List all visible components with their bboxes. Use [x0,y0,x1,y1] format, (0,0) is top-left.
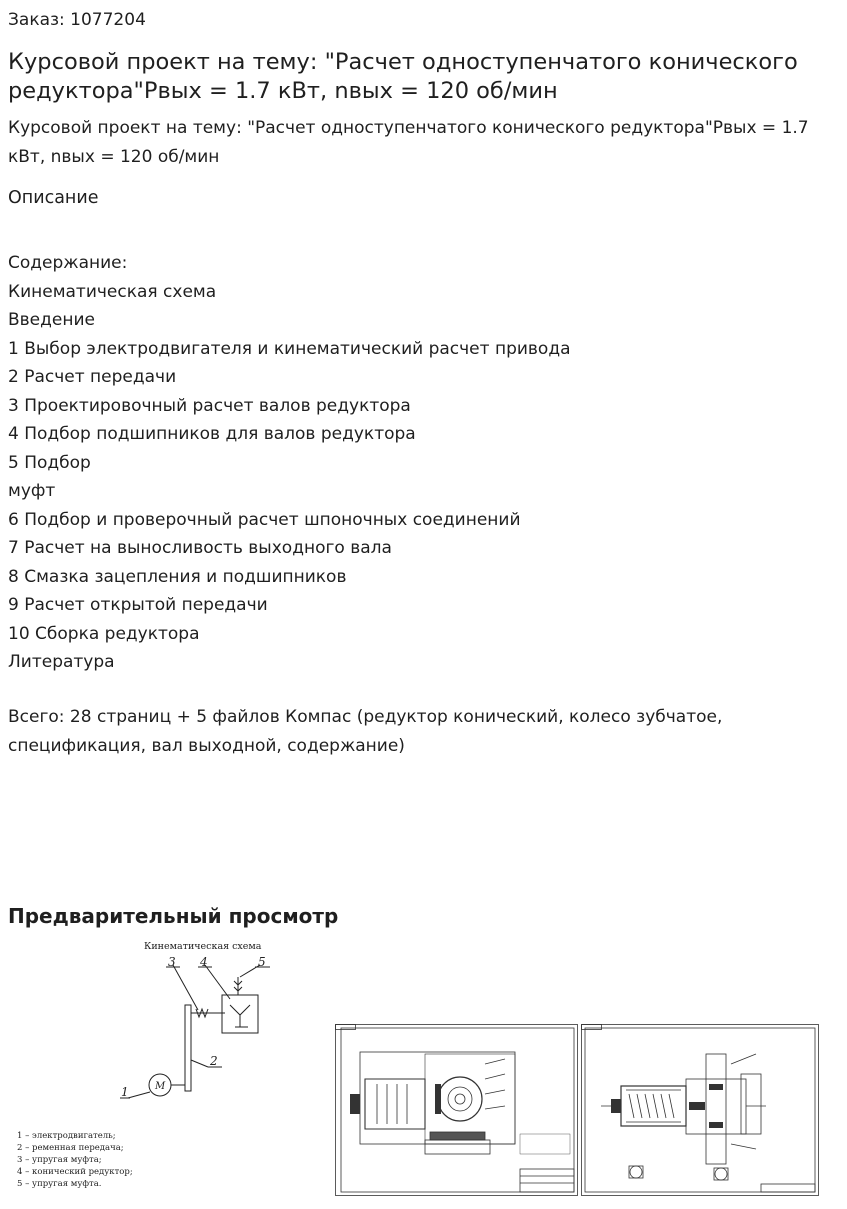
page-subtitle: Курсовой проект на тему: "Расчет одноступенчатого конического редуктора"Рвых = 1.7 кВт, nвых = 120 об/мин [8,118,809,167]
contents-line: 4 Подбор подшипников для валов редуктора [8,424,416,444]
contents-line: 10 Сборка редуктора [8,623,200,644]
scheme-label-5: 5 [258,955,266,969]
description-label: Описание [8,188,99,208]
section-drawing-image [581,1024,819,1196]
contents-line: 8 Смазка зацепления и подшипников [8,566,347,587]
legend-line: 5 – упругая муфта. [17,1179,102,1189]
scheme-legend [17,1130,133,1190]
contents-line: 3 Проектировочный расчет валов редуктора [8,395,411,416]
legend-line: 4 – конический редуктор; [17,1167,133,1177]
contents-line: Кинематическая схема [8,281,217,302]
contents-line: Содержание: [8,253,128,273]
contents-line: 2 Расчет передачи [8,367,177,387]
legend-line: 1 – электродвигатель; [17,1131,116,1141]
legend-line: 3 – упругая муфта; [17,1155,102,1165]
kinematic-scheme-image [100,955,290,1115]
contents-line: 6 Подбор и проверочный расчет шпоночных соединений [8,509,521,530]
legend-line: 2 – ременная передача; [17,1143,124,1153]
contents-line: муфт [8,481,56,501]
scheme-label-3: 3 [168,955,176,969]
contents-line: Введение [8,310,95,330]
scheme-label-4: 4 [200,955,208,969]
scheme-title: Кинематическая схема [144,941,262,952]
contents-line: Литература [8,652,115,672]
contents-line: 1 Выбор электродвигателя и кинематический расчет привода [8,338,571,359]
total-summary: Всего: 28 страниц + 5 файлов Компас (редуктор конический, колесо зубчатое, спецификация, вал выходной, содержание) [8,707,723,756]
contents-line: 9 Расчет открытой передачи [8,595,268,615]
page-title: Курсовой проект на тему: "Расчет одноступенчатого конического редуктора"Рвых = 1.7 кВт, nвых = 120 об/мин [8,49,798,104]
preview-heading: Предварительный просмотр [8,904,339,928]
order-number: Заказ: 1077204 [8,10,146,30]
contents-list [8,249,838,677]
scheme-label-2: 2 [210,1054,218,1068]
reducer-drawing-image [335,1024,578,1196]
contents-line: 5 Подбор [8,452,91,473]
motor-label: М [155,1081,166,1092]
contents-line: 7 Расчет на выносливость выходного вала [8,538,392,558]
scheme-label-1: 1 [121,1085,129,1099]
